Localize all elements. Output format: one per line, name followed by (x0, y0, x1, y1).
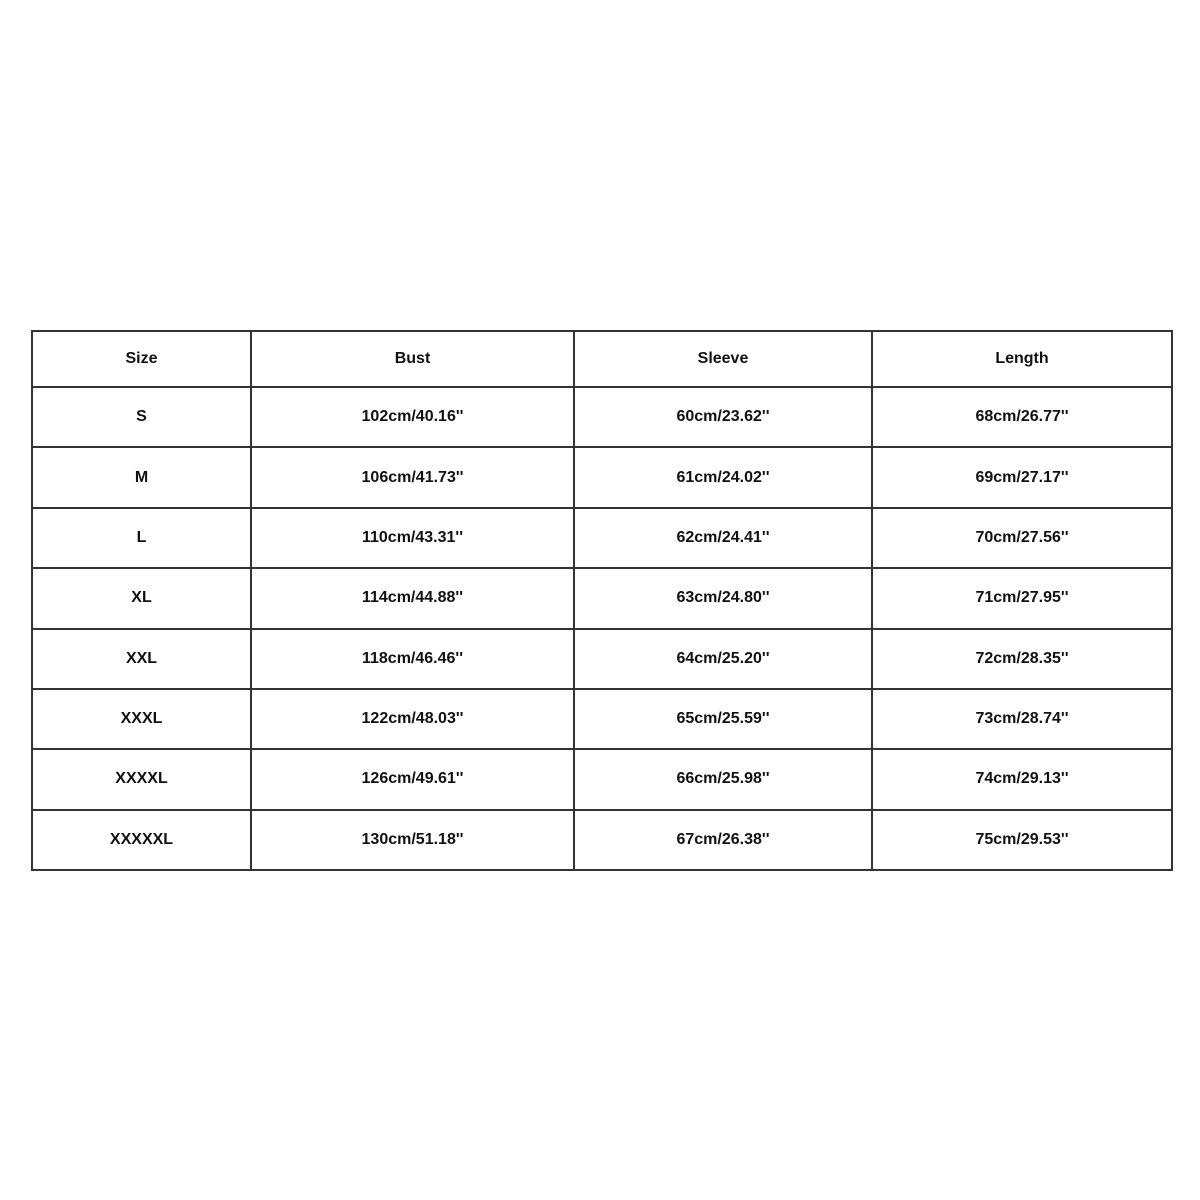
length-cell: 74cm/29.13'' (872, 749, 1172, 809)
column-header-sleeve: Sleeve (574, 331, 872, 387)
sleeve-cell: 61cm/24.02'' (574, 447, 872, 507)
table-row (32, 810, 1172, 870)
length-cell: 73cm/28.74'' (872, 689, 1172, 749)
sleeve-cell: 62cm/24.41'' (574, 508, 872, 568)
size-chart-table (31, 330, 1173, 871)
size-cell: XXXXL (32, 749, 251, 809)
length-cell: 68cm/26.77'' (872, 387, 1172, 447)
table-row (32, 508, 1172, 568)
table-row (32, 689, 1172, 749)
bust-cell: 130cm/51.18'' (251, 810, 574, 870)
length-cell: 72cm/28.35'' (872, 629, 1172, 689)
sleeve-cell: 67cm/26.38'' (574, 810, 872, 870)
table-row (32, 749, 1172, 809)
header-row (32, 331, 1172, 387)
table-row (32, 629, 1172, 689)
sleeve-cell: 60cm/23.62'' (574, 387, 872, 447)
bust-cell: 106cm/41.73'' (251, 447, 574, 507)
size-cell: XXXL (32, 689, 251, 749)
length-cell: 75cm/29.53'' (872, 810, 1172, 870)
length-cell: 71cm/27.95'' (872, 568, 1172, 628)
sleeve-cell: 64cm/25.20'' (574, 629, 872, 689)
size-cell: XXXXXL (32, 810, 251, 870)
sleeve-cell: 65cm/25.59'' (574, 689, 872, 749)
table-row (32, 447, 1172, 507)
length-cell: 70cm/27.56'' (872, 508, 1172, 568)
length-cell: 69cm/27.17'' (872, 447, 1172, 507)
bust-cell: 102cm/40.16'' (251, 387, 574, 447)
size-cell: XXL (32, 629, 251, 689)
bust-cell: 122cm/48.03'' (251, 689, 574, 749)
column-header-length: Length (872, 331, 1172, 387)
sleeve-cell: 63cm/24.80'' (574, 568, 872, 628)
bust-cell: 126cm/49.61'' (251, 749, 574, 809)
size-cell: XL (32, 568, 251, 628)
column-header-bust: Bust (251, 331, 574, 387)
bust-cell: 110cm/43.31'' (251, 508, 574, 568)
table-row (32, 568, 1172, 628)
column-header-size: Size (32, 331, 251, 387)
table-row (32, 387, 1172, 447)
size-cell: L (32, 508, 251, 568)
bust-cell: 118cm/46.46'' (251, 629, 574, 689)
bust-cell: 114cm/44.88'' (251, 568, 574, 628)
sleeve-cell: 66cm/25.98'' (574, 749, 872, 809)
size-cell: S (32, 387, 251, 447)
size-cell: M (32, 447, 251, 507)
